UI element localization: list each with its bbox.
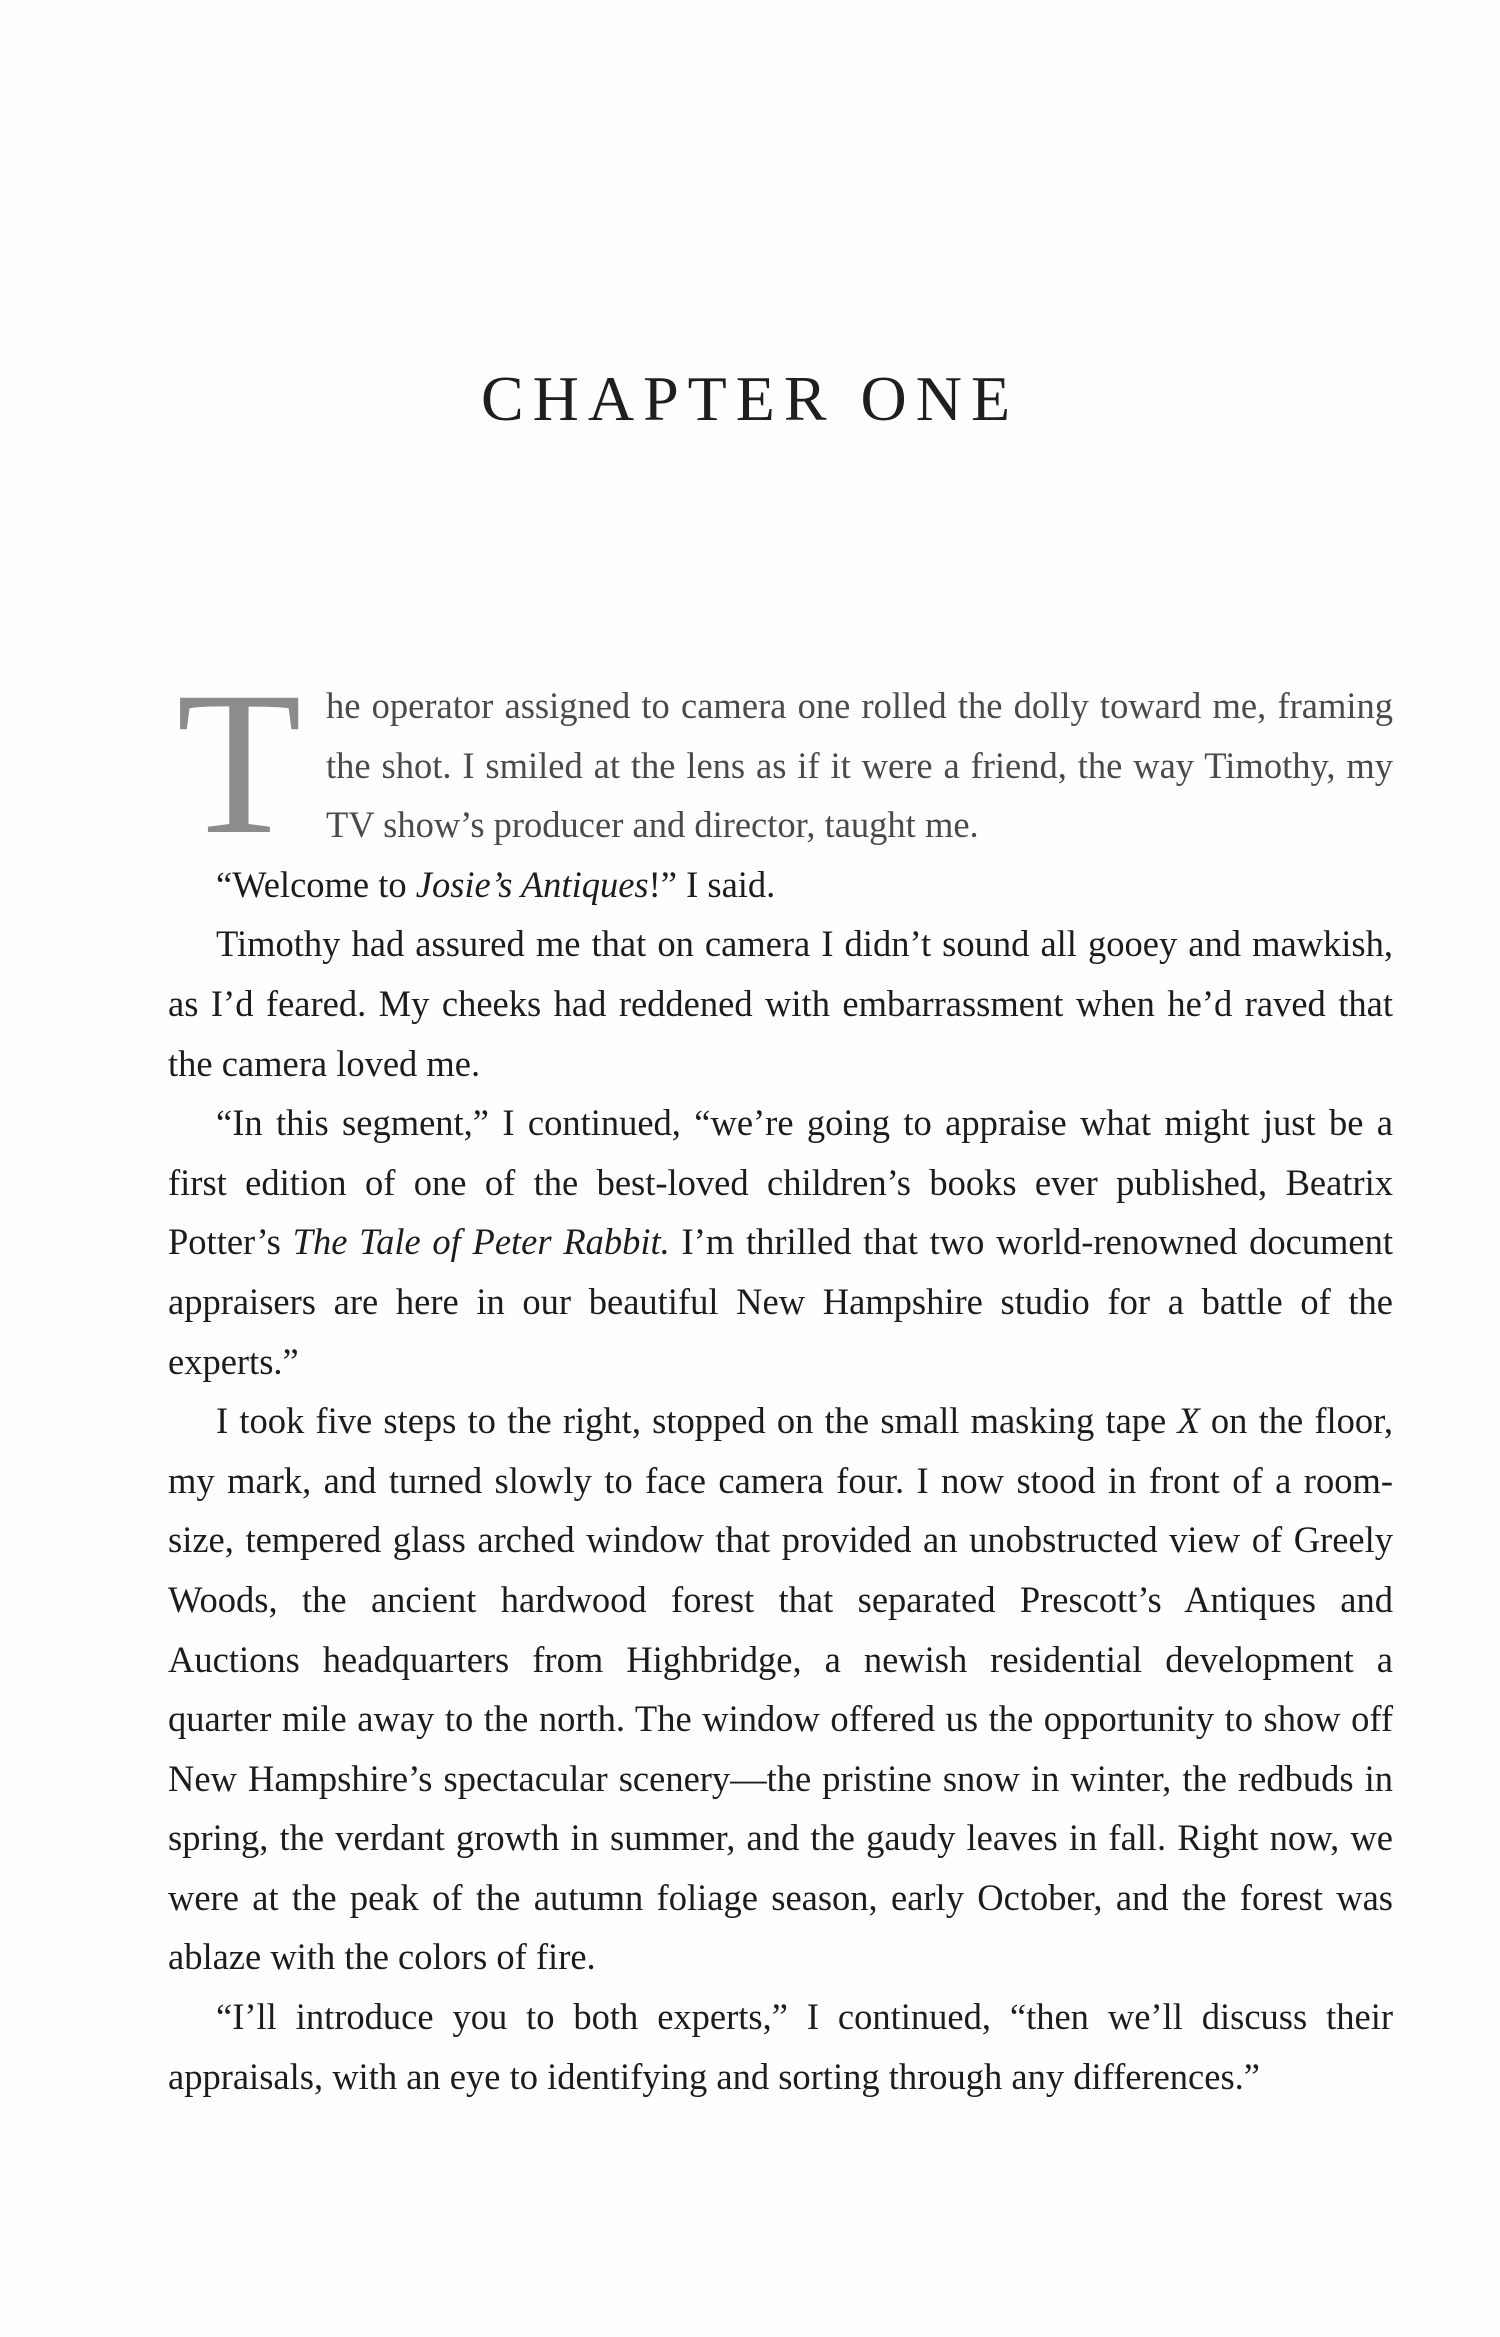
paragraph-text: I took five steps to the right, stopped on the small masking tape — [216, 1400, 1178, 1442]
mark-letter: X — [1177, 1400, 1200, 1442]
paragraph-text: on the floor, my mark, and turned slowly to face camera four. I now stood in front of a room-size, tempered glass arched window that provided an unobstructed view of Greely Woods, the ancient hardwood forest that separated Prescott’s Antiques and Auctions headquarters from Highbridge, a newish residential development a quarter mile away to the north. The window offered us the opportunity to show off New Hampshire’s spectacular scenery—the pristine snow in winter, the redbuds in spring, the verdant growth in summer, and the gaudy leaves in fall. Right now, we were at the peak of the autumn foliage season, early October, and the forest was ablaze with the colors of fire. — [168, 1400, 1393, 1978]
paragraph-welcome — [168, 855, 1393, 915]
body-text — [168, 650, 1394, 2106]
paragraph-text: Timothy had assured me that on camera I didn’t sound all gooey and mawkish, as I’d feared. My cheeks had reddened with embarrassment when he’d raved that the camera loved me. — [168, 923, 1393, 1084]
paragraph-experts — [168, 1987, 1393, 2106]
drop-cap: T — [176, 650, 302, 877]
show-title: Josie’s Antiques — [415, 863, 649, 905]
opening-text: he operator assigned to camera one rolled the dolly toward me, framing the shot. I smiled at the lens as if it were a friend, the way Timothy, my TV show’s producer and director, taught me. — [326, 685, 1393, 846]
paragraph-text: “Welcome to — [216, 863, 416, 905]
paragraph-window — [168, 1391, 1393, 1987]
chapter-title: CHAPTER ONE — [480, 363, 1020, 434]
paragraph-text: I’m thrilled that two world-renowned document appraisers are here in our beautiful New Hampshire studio for a battle of the experts.” — [168, 1221, 1394, 1382]
paragraph-segment — [168, 1093, 1393, 1391]
paragraph-text: “In this segment,” I continued, “we’re going to appraise what might just be a first edition of one of the best-loved children’s books ever published, Beatrix Potter’s — [168, 1102, 1393, 1263]
paragraph-text: “I’ll introduce you to both experts,” I continued, “then we’ll discuss their appraisals, with an eye to identifying and sorting through any differences.” — [168, 1996, 1393, 2097]
paragraph-text: !” I said. — [648, 863, 776, 905]
paragraph-camera — [168, 914, 1393, 1093]
paragraph-opening — [168, 650, 1393, 877]
book-title: The Tale of Peter Rabbit. — [292, 1221, 670, 1263]
